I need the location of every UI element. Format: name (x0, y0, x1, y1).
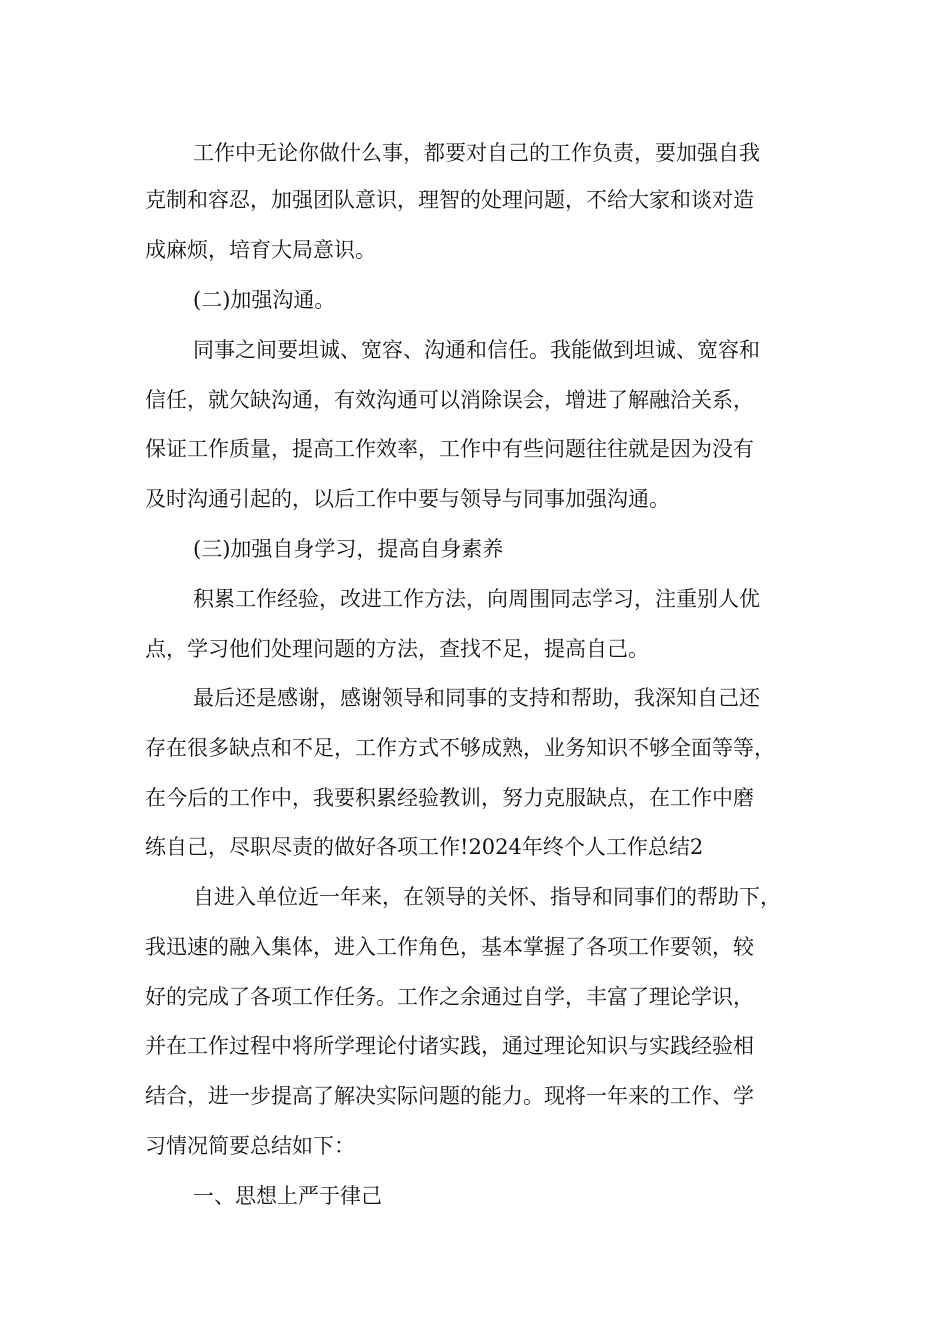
text-line: 点，学习他们处理问题的方法，查找不足，提高自己。 (145, 637, 649, 661)
text-line: 自进入单位近一年来，在领导的关怀、指导和同事们的帮助下， (193, 885, 781, 909)
text-line: 练自己，尽职尽责的做好各项工作!2024年终个人工作总结2 (145, 835, 704, 859)
section-heading: (二)加强沟通。 (193, 288, 336, 312)
text-line: 并在工作过程中将所学理论付诸实践，通过理论知识与实践经验相 (145, 1034, 754, 1058)
text-line: 在今后的工作中，我要积累经验教训，努力克服缺点，在工作中磨 (145, 786, 754, 810)
text-line: 积累工作经验，改进工作方法，向周围同志学习，注重别人优 (193, 587, 760, 611)
section-heading: 一、思想上严于律己 (193, 1184, 382, 1208)
text-line: 同事之间要坦诚、宽容、沟通和信任。我能做到坦诚、宽容和 (193, 338, 760, 362)
text-line: 保证工作质量，提高工作效率，工作中有些问题往往就是因为没有 (145, 437, 754, 461)
text-line: 习情况简要总结如下： (145, 1134, 355, 1158)
text-line: 成麻烦，培育大局意识。 (145, 238, 376, 262)
text-line: 信任，就欠缺沟通，有效沟通可以消除误会，增进了解融洽关系， (145, 388, 754, 412)
text-line: 好的完成了各项工作任务。工作之余通过自学，丰富了理论学识， (145, 985, 754, 1009)
text-line: 结合，进一步提高了解决实际问题的能力。现将一年来的工作、学 (145, 1084, 754, 1108)
text-line: 克制和容忍，加强团队意识，理智的处理问题，不给大家和谈对造 (145, 188, 754, 212)
text-line: 最后还是感谢，感谢领导和同事的支持和帮助，我深知自己还 (193, 686, 760, 710)
section-heading: (三)加强自身学习，提高自身素养 (193, 537, 504, 561)
text-line: 存在很多缺点和不足，工作方式不够成熟，业务知识不够全面等等， (145, 736, 775, 760)
text-line: 及时沟通引起的，以后工作中要与领导与同事加强沟通。 (145, 487, 670, 511)
text-line: 工作中无论你做什么事，都要对自己的工作负责，要加强自我 (193, 141, 760, 165)
text-line: 我迅速的融入集体，进入工作角色，基本掌握了各项工作要领，较 (145, 935, 754, 959)
